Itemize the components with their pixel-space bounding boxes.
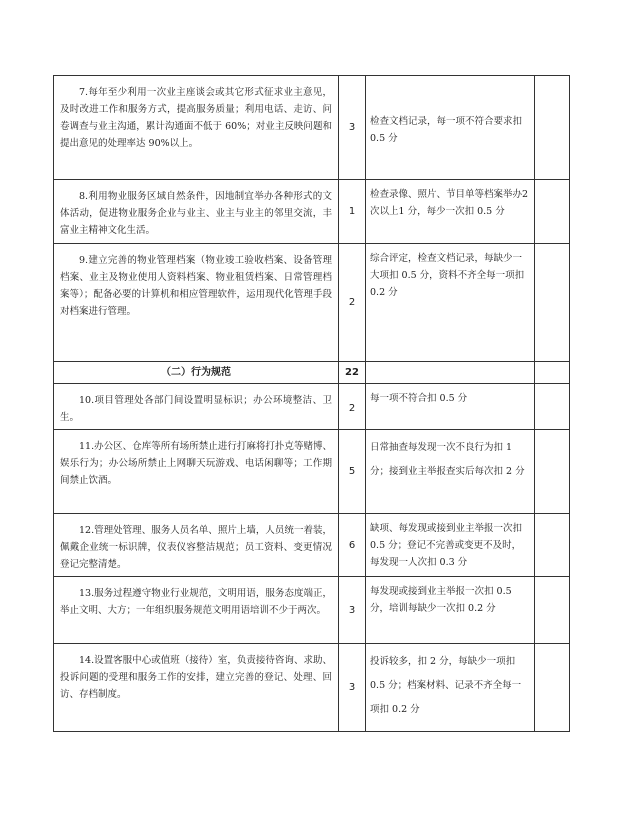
method-cell: 日常抽查每发现一次不良行为扣 1 分；接到业主举报查实后每次扣 2 分 bbox=[366, 430, 535, 514]
section-score: 22 bbox=[339, 362, 366, 384]
remarks-cell bbox=[535, 362, 570, 384]
method-cell: 每发现或接到业主举报一次扣 0.5 分，培训每缺少一次扣 0.2 分 bbox=[366, 577, 535, 644]
criteria-text: 14.设置客服中心或值班（接待）室，负责接待咨询、求助、投诉问题的受理和服务工作的安排，建立完善的登记、处理、回访、存档制度。 bbox=[60, 655, 332, 700]
remarks-cell bbox=[535, 644, 570, 732]
criteria-cell bbox=[54, 244, 339, 362]
method-cell: 检查录像、照片、节目单等档案举办2次以上1 分，每少一次扣 0.5 分 bbox=[366, 180, 535, 244]
remarks-cell bbox=[535, 514, 570, 577]
table-row bbox=[54, 76, 570, 180]
score-cell: 3 bbox=[339, 644, 366, 732]
criteria-cell bbox=[54, 577, 339, 644]
method-cell: 缺项、每发现或接到业主举报一次扣 0.5 分；登记不完善或变更不及时，每发现一人次扣 0.3 分 bbox=[366, 514, 535, 577]
remarks-cell bbox=[535, 244, 570, 362]
evaluation-table bbox=[53, 75, 570, 732]
criteria-cell bbox=[54, 514, 339, 577]
table-row bbox=[54, 180, 570, 244]
remarks-cell bbox=[535, 180, 570, 244]
score-cell: 3 bbox=[339, 76, 366, 180]
score-cell: 1 bbox=[339, 180, 366, 244]
table-row bbox=[54, 430, 570, 514]
score-cell: 2 bbox=[339, 244, 366, 362]
method-cell: 每一项不符合扣 0.5 分 bbox=[366, 384, 535, 430]
method-cell: 检查文档记录，每一项不符合要求扣 0.5 分 bbox=[366, 76, 535, 180]
table-row bbox=[54, 514, 570, 577]
method-cell bbox=[366, 362, 535, 384]
criteria-cell bbox=[54, 384, 339, 430]
table-row bbox=[54, 644, 570, 732]
criteria-text: 11.办公区、仓库等所有场所禁止进行打麻将打扑克等赌博、娱乐行为；办公场所禁止上网聊天玩游戏、电话闲聊等；工作期间禁止饮酒。 bbox=[60, 441, 332, 486]
remarks-cell bbox=[535, 76, 570, 180]
remarks-cell bbox=[535, 430, 570, 514]
section-title: （二）行为规范 bbox=[54, 362, 339, 384]
criteria-cell bbox=[54, 180, 339, 244]
method-cell: 综合评定，检查文档记录，每缺少一大项扣 0.5 分，资料不齐全每一项扣 0.2 分 bbox=[366, 244, 535, 362]
section-row bbox=[54, 362, 570, 384]
table-row bbox=[54, 577, 570, 644]
criteria-cell bbox=[54, 76, 339, 180]
criteria-cell bbox=[54, 644, 339, 732]
score-cell: 5 bbox=[339, 430, 366, 514]
criteria-text: 12.管理处管理、服务人员名单、照片上墙，人员统一着装，佩戴企业统一标识牌，仪表仪容整洁规范；员工资料、变更情况登记完整清楚。 bbox=[60, 525, 332, 570]
table-row bbox=[54, 244, 570, 362]
criteria-text: 7.每年至少利用一次业主座谈会或其它形式征求业主意见，及时改进工作和服务方式，提高服务质量；利用电话、走访、问卷调查与业主沟通，累计沟通面不低于 60%；对业主反映问题和提出意见的处理率达 90%以上。 bbox=[60, 87, 332, 149]
remarks-cell bbox=[535, 577, 570, 644]
score-cell: 2 bbox=[339, 384, 366, 430]
criteria-cell bbox=[54, 430, 339, 514]
table-row bbox=[54, 384, 570, 430]
criteria-text: 8.利用物业服务区域自然条件，因地制宜举办各种形式的文体活动，促进物业服务企业与业主、业主与业主的邻里交流，丰富业主精神文化生活。 bbox=[60, 191, 332, 236]
criteria-text: 10.项目管理处各部门间设置明显标识；办公环境整洁、卫生。 bbox=[60, 395, 332, 423]
method-cell: 投诉较多，扣 2 分，每缺少一项扣0.5 分；档案材料、记录不齐全每一项扣 0.2 分 bbox=[366, 644, 535, 732]
criteria-text: 13.服务过程遵守物业行业规范，文明用语，服务态度端正，举止文明、大方；一年组织服务规范文明用语培训不少于两次。 bbox=[60, 588, 332, 616]
remarks-cell bbox=[535, 384, 570, 430]
score-cell: 3 bbox=[339, 577, 366, 644]
score-cell: 6 bbox=[339, 514, 366, 577]
criteria-text: 9.建立完善的物业管理档案（物业竣工验收档案、设备管理档案、业主及物业使用人资料档案、物业租赁档案、日常管理档案等）；配备必要的计算机和相应管理软件，运用现代化管理手段对档案进行管理。 bbox=[60, 255, 332, 317]
